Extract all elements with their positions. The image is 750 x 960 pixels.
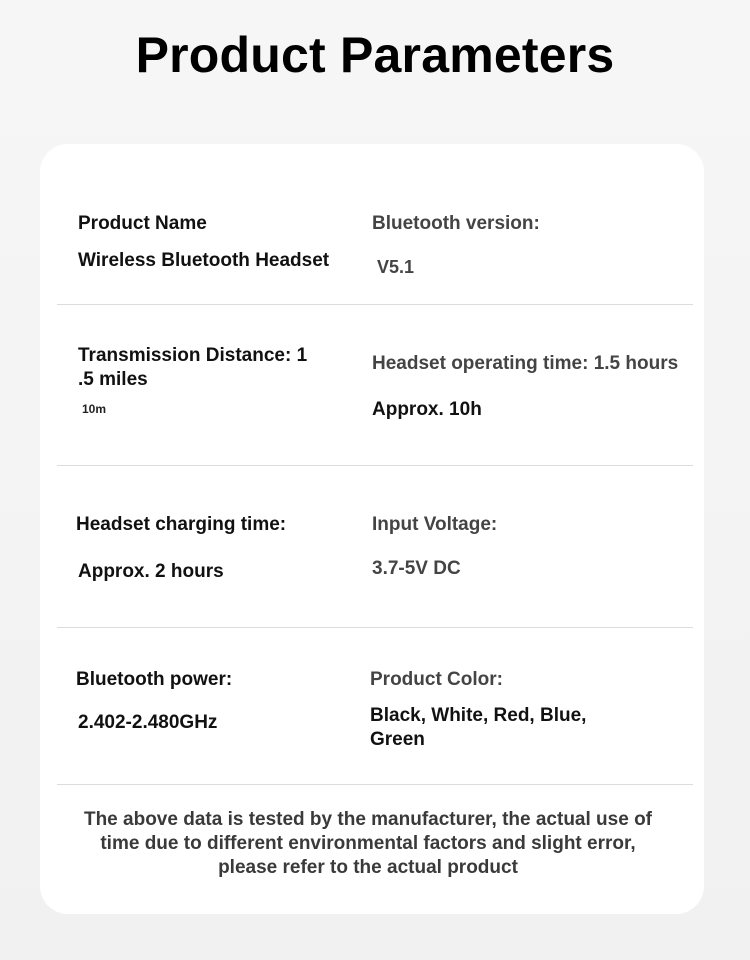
row-divider	[57, 627, 693, 628]
product-name-value: Wireless Bluetooth Headset	[78, 250, 330, 271]
row-divider	[57, 784, 693, 785]
row-divider	[57, 465, 693, 466]
product-color-value-line2: Green	[370, 729, 425, 750]
bluetooth-version-value: V5.1	[377, 257, 415, 277]
input-voltage-value: 3.7-5V DC	[372, 558, 461, 579]
transmission-distance-label-line1: Transmission Distance: 1	[78, 345, 308, 366]
product-color-value-line1: Black, White, Red, Blue,	[370, 705, 587, 726]
transmission-distance-value: 10m	[82, 402, 107, 416]
input-voltage-label: Input Voltage:	[372, 514, 498, 535]
bluetooth-power-value: 2.402-2.480GHz	[78, 712, 218, 733]
disclaimer-line-3: please refer to the actual product	[218, 857, 518, 878]
charging-time-label: Headset charging time:	[76, 514, 287, 535]
operating-time-label: Headset operating time: 1.5 hours	[372, 353, 679, 374]
product-name-label: Product Name	[78, 213, 207, 234]
operating-time-value: Approx. 10h	[372, 399, 482, 420]
disclaimer-note	[40, 808, 696, 880]
page-title: Product Parameters	[135, 27, 615, 83]
disclaimer-line-1: The above data is tested by the manufacturer, the actual use of	[83, 809, 653, 830]
row-divider	[57, 304, 693, 305]
bluetooth-power-label: Bluetooth power:	[76, 669, 233, 690]
bluetooth-version-label: Bluetooth version:	[372, 213, 540, 234]
product-color-label: Product Color:	[370, 669, 503, 690]
transmission-distance-label-line2: .5 miles	[78, 369, 148, 390]
charging-time-value: Approx. 2 hours	[78, 561, 224, 582]
disclaimer-line-2: time due to different environmental factors and slight error,	[100, 833, 636, 854]
